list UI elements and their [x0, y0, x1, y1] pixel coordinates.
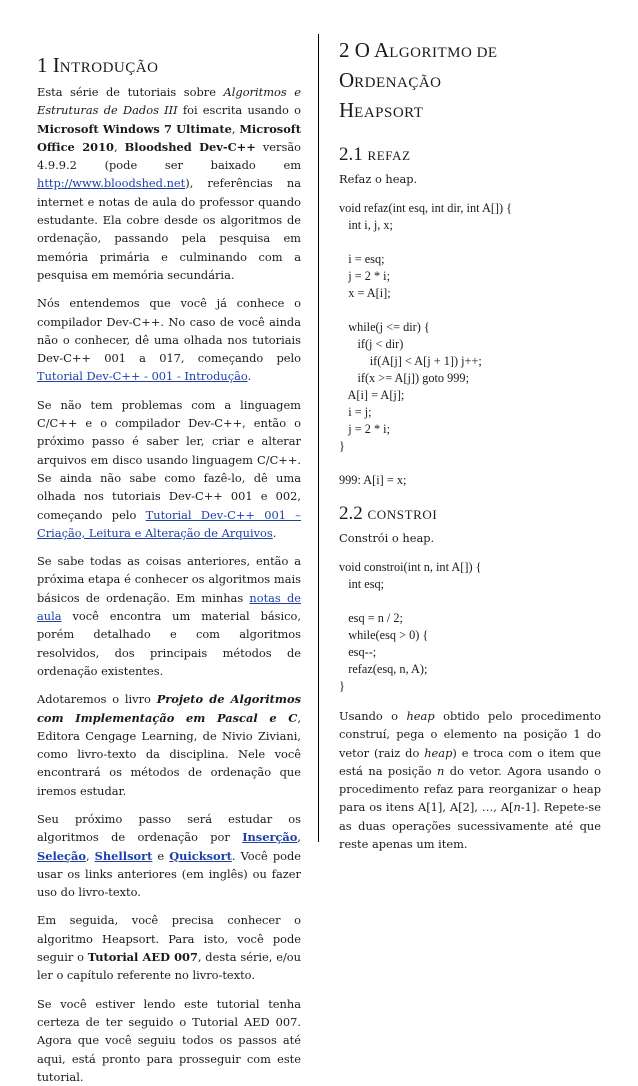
quicksort-link[interactable]: Quicksort [169, 848, 232, 863]
code-line: esq = n / 2; [339, 611, 403, 625]
text: Se sabe todas as coisas anteriores, então a próxima etapa é conhecer os algoritmos mais básicos de ordenação. Em minhas [37, 554, 301, 605]
text: CONSTROI [367, 507, 438, 522]
text: . [247, 369, 252, 384]
text: REFAZ [367, 148, 411, 163]
code-line: if(x >= A[j]) goto 999; [339, 371, 469, 385]
refaz-code-block [339, 200, 601, 489]
text: Adotaremos o livro [37, 692, 157, 707]
code-line [339, 302, 601, 319]
text: você encontra um material básico, porém detalhado e com algoritmos resolvidos, dos principais métodos de ordenação existentes. [37, 609, 301, 678]
code-line: } [339, 679, 345, 693]
text: RDENAÇÃO [354, 75, 442, 91]
text: Usando o [339, 709, 407, 723]
text: LGORITMO DE [389, 45, 498, 61]
code-line: i = esq; [339, 252, 385, 266]
text: . Você pode usar os links anteriores (em inglês) ou fazer uso do livro-texto. [37, 848, 301, 900]
text: n [437, 763, 445, 778]
text: 2.2 [339, 503, 363, 524]
section-2-2-heading [339, 502, 601, 527]
code-line: refaz(esq, n, A); [339, 662, 428, 676]
intro-paragraph-3 [37, 396, 301, 542]
text: O [339, 68, 355, 92]
code-line [339, 234, 601, 251]
office-name: Microsoft Office 2010 [37, 121, 301, 154]
code-line: if(j < dir) [339, 337, 404, 351]
section-2-heading [339, 37, 601, 127]
section-2-1-description: Refaz o heap. [339, 172, 418, 186]
text: , [297, 830, 301, 845]
code-line: void refaz(int esq, int dir, int A[]) { [339, 201, 513, 215]
code-line: int i, j, x; [339, 218, 393, 232]
text: , desta série, e/ou ler o capítulo referente no livro-texto. [37, 950, 301, 983]
code-line: while(j <= dir) { [339, 320, 430, 334]
text: . [272, 525, 277, 540]
notas-de-aula-link[interactable]: notas de aula [37, 590, 301, 624]
text: , [85, 848, 95, 863]
text: H [339, 98, 355, 122]
text: do vetor. Agora usando o procedimento refaz para reorganizar o heap para os itens A[1], A[2], …, A[ [339, 763, 601, 815]
text: , [113, 139, 125, 154]
text: heap [406, 709, 435, 723]
text: Esta série de tutoriais sobre [37, 85, 224, 99]
section-1-heading [37, 52, 301, 81]
insercao-link[interactable]: Inserção [242, 830, 298, 845]
code-line: if(A[j] < A[j + 1]) j++; [339, 354, 482, 368]
text: heap [424, 745, 453, 760]
left-column [37, 0, 301, 1086]
bloodshed-link[interactable]: http://www.bloodshed.net [37, 176, 186, 191]
intro-paragraph-7 [37, 911, 301, 984]
text: ) e troca com o item que está na posição [339, 745, 601, 778]
intro-paragraph-6 [37, 810, 301, 901]
intro-paragraph-5 [37, 690, 301, 800]
devcpp-name: Bloodshed Dev-C++ [124, 139, 256, 154]
intro-paragraph-4 [37, 552, 301, 680]
text: , [231, 121, 240, 136]
code-line: A[i] = A[j]; [339, 388, 405, 402]
text: versão 4.9.9.2 (pode ser baixado em [37, 139, 301, 173]
section-number: 1 [37, 53, 48, 77]
code-line: x = A[i]; [339, 286, 391, 300]
code-line: 999: A[i] = x; [339, 473, 407, 487]
os-name: Microsoft Windows 7 Ultimate [37, 121, 232, 136]
text: obtido pelo procedimento construí, pega o elemento na posição 1 do vetor (raiz do [339, 709, 601, 760]
code-line: j = 2 * i; [339, 422, 391, 436]
text: Em seguida, você precisa conhecer o algoritmo Heapsort. Para isto, você pode seguir o [37, 913, 301, 965]
selecao-link[interactable]: Seleção [37, 848, 86, 863]
code-line: esq--; [339, 645, 377, 659]
section-2-2-description: Constrói o heap. [339, 531, 435, 545]
text: O [354, 38, 370, 62]
text: -1]. Repete-se as duas operações sucessivamente até que reste apenas um item. [339, 800, 601, 852]
heading-initial: I [52, 53, 60, 77]
code-line: } [339, 439, 345, 453]
code-line: int esq; [339, 577, 385, 591]
tutorial-aed-007: Tutorial AED 007 [87, 950, 198, 965]
code-line [339, 455, 601, 472]
section-number: 2 [339, 38, 350, 62]
code-line [339, 593, 601, 610]
right-column [339, 0, 601, 853]
text: Nós entendemos que você já conhece o compilador Dev-C++. No caso de você ainda não o conhecer, dê uma olhada nos tutoriais Dev-C++ 001 a 017, começando pelo [37, 296, 301, 366]
text: ), referências na internet e notas de aula do professor quando estudante. Ela cobre desde os algoritmos de ordenação, passando pela pesquisa em memória primária e culminando com a pesquisa em memória secundária. [37, 176, 301, 282]
text: foi escrita usando o [177, 103, 301, 118]
text: 2.1 [339, 144, 363, 165]
code-line: void constroi(int n, int A[]) { [339, 560, 482, 574]
text: Se não tem problemas com a linguagem C/C++ e o compilador Dev-C++, então o próximo passo é saber ler, criar e alterar arquivos em disco usando linguagem C/C++. Se ainda não sabe como fazê-lo, dê uma olhada nos tutoriais Dev-C++ 001 e 002, começando pelo [37, 397, 301, 522]
heading-rest: NTRODUÇÃO [59, 60, 159, 76]
tutorial-arquivos-link[interactable]: Tutorial Dev-C++ 001 – Criação, Leitura e Alteração de Arquivos [37, 507, 301, 540]
constroi-code-block [339, 559, 601, 695]
text: EAPSORT [354, 105, 424, 121]
code-line: i = j; [339, 405, 372, 419]
heapsort-explanation [339, 707, 601, 853]
intro-paragraph-1 [37, 83, 301, 284]
code-line: j = 2 * i; [339, 269, 391, 283]
code-line: while(esq > 0) { [339, 628, 429, 642]
text: , Editora Cengage Learning, de Nivio Ziviani, como livro-texto da disciplina. Nele você encontrará os métodos de ordenação que iremos estudar. [37, 710, 301, 798]
text: A [374, 38, 390, 62]
column-divider [318, 34, 319, 842]
book-title: Projeto de Algoritmos com Implementação em Pascal e C [37, 692, 301, 725]
tutorial-devcpp-001-link[interactable]: Tutorial Dev-C++ - 001 - Introdução [37, 369, 248, 384]
section-2-1-heading [339, 143, 601, 168]
shellsort-link[interactable]: Shellsort [94, 848, 153, 863]
text: e [152, 848, 170, 863]
course-name: Algoritmos e Estruturas de Dados III [37, 85, 301, 118]
text: n [513, 800, 521, 815]
intro-paragraph-2 [37, 294, 301, 385]
text: Seu próximo passo será estudar os algoritmos de ordenação por [37, 811, 301, 845]
intro-paragraph-8: Se você estiver lendo este tutorial tenha certeza de ter seguido o Tutorial AED 007. Agora que você seguiu todos os passos até aqui, está pronto para prosseguir com este tutorial. [37, 996, 301, 1084]
